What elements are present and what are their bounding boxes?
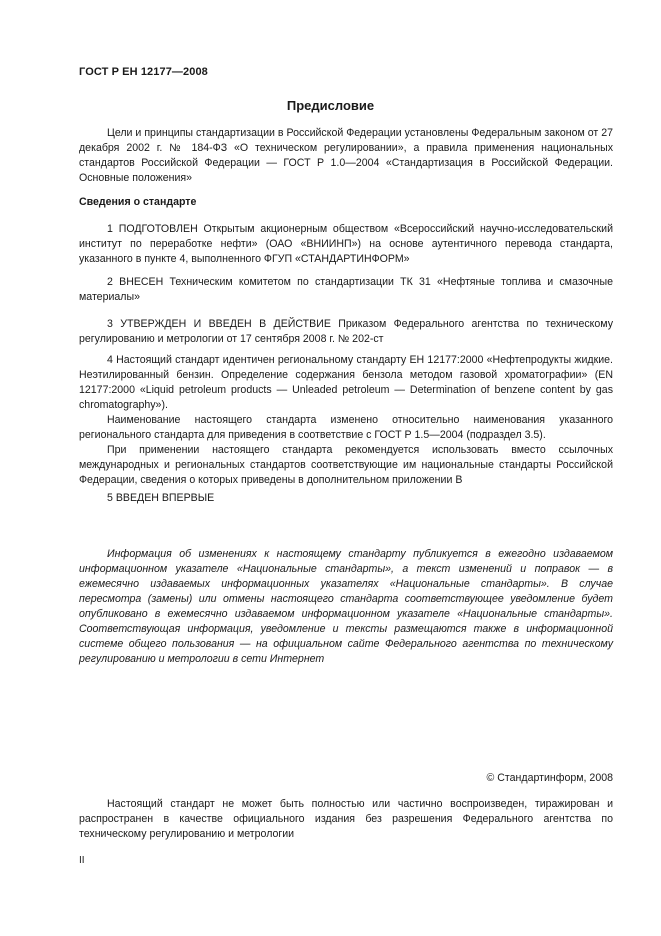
item-4-block bbox=[79, 353, 613, 488]
copyright-line: © Стандартинформ, 2008 bbox=[486, 772, 613, 784]
page-title: Предисловие bbox=[286, 98, 375, 113]
intro-block bbox=[79, 126, 613, 186]
reproduction-notice: Настоящий стандарт не может быть полностью или частично воспроизведен, тиражирован и распространен в качестве официального издания без разрешения Федерального агентства по техническому регулированию и метрологии bbox=[79, 798, 613, 840]
item-2-paragraph: 2 ВНЕСЕН Техническим комитетом по стандартизации ТК 31 «Нефтяные топлива и смазочные материалы» bbox=[79, 276, 613, 303]
document-header: ГОСТ Р ЕН 12177—2008 bbox=[79, 66, 208, 78]
item-1-block bbox=[79, 222, 613, 267]
item-4-reference-note: При применении настоящего стандарта рекомендуется использовать вместо ссылочных международных и региональных стандартов соответствующие им национальные стандарты Российской Федерации, сведения о которых приведены в дополнительном приложении В bbox=[79, 444, 613, 486]
item-3-block bbox=[79, 317, 613, 347]
item-4-name-note: Наименование настоящего стандарта изменено относительно наименования указанного регионального стандарта для приведения в соответствие с ГОСТ Р 1.5—2004 (подраздел 3.5). bbox=[79, 414, 613, 441]
item-5-block bbox=[79, 491, 613, 506]
section-heading-block bbox=[79, 195, 613, 210]
page-number: II bbox=[79, 855, 85, 866]
reproduction-block bbox=[79, 797, 613, 842]
section-heading: Сведения о стандарте bbox=[79, 196, 197, 208]
intro-paragraph: Цели и принципы стандартизации в Российской Федерации установлены Федеральным законом от 27 декабря 2002 г. № 184-ФЗ «О техническом регулировании», а правила применения национальных стандартов Российской Федерации — ГОСТ Р 1.0—2004 «Стандартизация в Российской Федерации. Основные положения» bbox=[79, 127, 613, 184]
item-3-paragraph: 3 УТВЕРЖДЕН И ВВЕДЕН В ДЕЙСТВИЕ Приказом Федерального агентства по техническому регулированию и метрологии от 17 сентября 2008 г. № 202-ст bbox=[79, 318, 613, 345]
info-notice-paragraph: Информация об изменениях к настоящему стандарту публикуется в ежегодно издаваемом информационном указателе «Национальные стандарты», а текст изменений и поправок — в ежемесячно издаваемых информационных указателях «Национальные стандарты». В случае пересмотра (замены) или отмены настоящего стандарта соответствующее уведомление будет опубликовано в ежемесячно издаваемом информационном указателе «Национальные стандарты». Соответствующая информация, уведомление и тексты размещаются также в информационной системе общего пользования — на официальном сайте Федерального агентства по техническому регулированию и метрологии в сети Интернет bbox=[79, 548, 613, 665]
info-notice-block bbox=[79, 547, 613, 667]
item-2-block bbox=[79, 275, 613, 305]
copyright-block bbox=[79, 771, 613, 786]
item-4-paragraph: 4 Настоящий стандарт идентичен региональному стандарту ЕН 12177:2000 «Нефтепродукты жидкие. Неэтилированный бензин. Определение содержания бензола методом газовой хроматографии» (EN 12177:2000 «Liquid petroleum products — Unleaded petroleum — Determination of benzene content by gas chromatography»). bbox=[79, 354, 613, 411]
item-1-paragraph: 1 ПОДГОТОВЛЕН Открытым акционерным обществом «Всероссийский научно-исследовательский институт по переработке нефти» (ОАО «ВНИИНП») на основе аутентичного перевода стандарта, указанного в пункте 4, выполненного ФГУП «СТАНДАРТИНФОРМ» bbox=[79, 223, 613, 265]
item-5-paragraph: 5 ВВЕДЕН ВПЕРВЫЕ bbox=[107, 492, 215, 504]
